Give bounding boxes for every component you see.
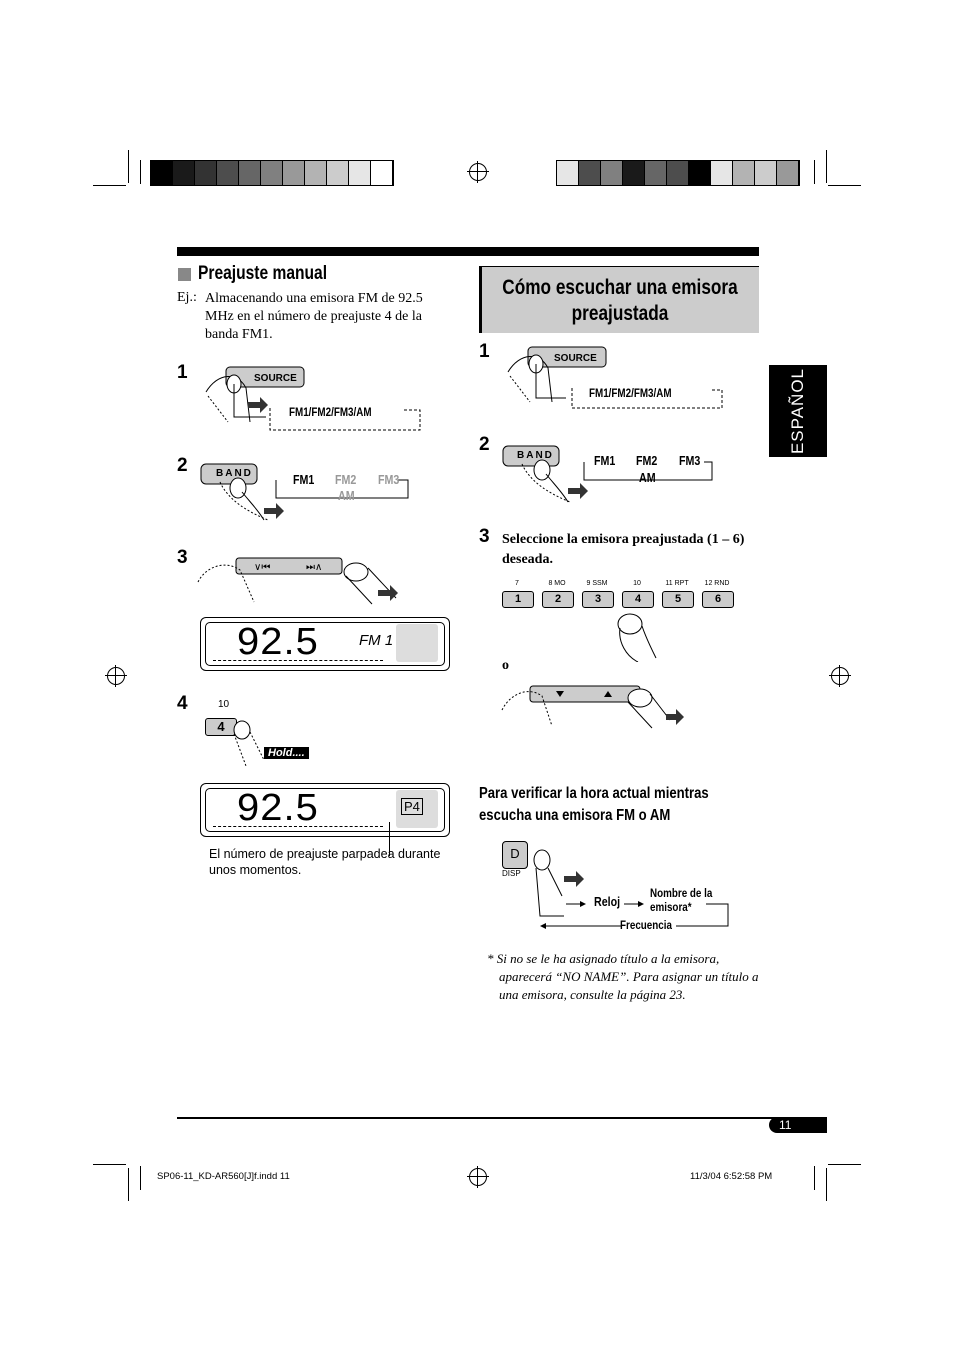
preset-caption: El número de preajuste parpadea durante unos momentos. <box>209 847 441 877</box>
section-title: Cómo escuchar una emisora preajustada <box>502 276 738 325</box>
step-number: 2 <box>479 434 490 455</box>
color-swatch <box>667 161 689 185</box>
band-fm3: FM3 <box>679 453 701 468</box>
crop-mark <box>128 1168 129 1201</box>
preset-key-4[interactable]: 4 <box>622 591 654 608</box>
color-swatch <box>711 161 733 185</box>
preset-key-top-label: 11 RPT <box>665 580 689 587</box>
crop-mark <box>828 1164 861 1165</box>
preset-key-top-label: 10 <box>218 699 230 710</box>
color-swatch <box>305 161 327 185</box>
section-heading: Preajuste manual <box>198 263 328 284</box>
lcd-display <box>200 617 450 671</box>
preset-key-top-label: 7 <box>515 580 519 587</box>
registration-mark-bottom <box>469 1168 487 1186</box>
preset-key-4[interactable]: 4 <box>205 718 237 736</box>
step-number: 2 <box>177 455 188 476</box>
or-text: o <box>502 658 509 673</box>
color-swatch <box>755 161 777 185</box>
hold-badge: Hold.... <box>264 747 309 759</box>
color-swatch <box>645 161 667 185</box>
clock-subheading: Para verificar la hora actual mientras escucha una emisora FM o AM <box>479 785 709 824</box>
source-button-label: SOURCE <box>554 353 597 364</box>
crop-mark <box>826 1168 827 1201</box>
heading-square-icon <box>178 268 191 281</box>
disp-label: DISP <box>502 869 521 878</box>
color-swatch <box>349 161 371 185</box>
svg-text:⏭∧: ⏭∧ <box>306 562 323 573</box>
color-swatch <box>601 161 623 185</box>
color-swatch <box>579 161 601 185</box>
band-fm1: FM1 <box>594 453 616 468</box>
preset-key-2[interactable]: 2 <box>542 591 574 608</box>
color-swatch <box>283 161 305 185</box>
disp-button[interactable] <box>502 841 528 869</box>
preset-key-3[interactable]: 3 <box>582 591 614 608</box>
color-bar-left <box>150 160 394 186</box>
bottom-rule <box>177 1117 827 1119</box>
preset-key-top-label: 10 <box>633 580 641 587</box>
example-text: Almacenando una emisora FM de 92.5 MHz en el número de preajuste 4 de la banda FM1. <box>205 291 423 342</box>
crop-mark <box>140 160 141 184</box>
source-button-label: SOURCE <box>254 373 297 384</box>
band-am: AM <box>639 470 656 485</box>
crop-mark <box>93 1164 126 1165</box>
crop-mark <box>814 160 815 184</box>
band-button-label: BAND <box>216 468 253 479</box>
crop-mark <box>828 185 861 186</box>
footnote: * Si no se le ha asignado título a la emisora, aparecerá “NO NAME”. Para asignar un título a una emisora, consulte la página 23. <box>487 951 759 1002</box>
source-press-illustration <box>198 362 428 436</box>
color-swatch <box>327 161 349 185</box>
color-swatch <box>733 161 755 185</box>
color-swatch <box>195 161 217 185</box>
band-fm2: FM2 <box>335 472 357 487</box>
display-frequency: 92.5 <box>237 621 319 663</box>
band-am: AM <box>338 488 355 503</box>
station-name-label: Nombre de la emisora* <box>650 886 713 914</box>
color-swatch <box>557 161 579 185</box>
svg-text:∨⏮: ∨⏮ <box>254 562 271 573</box>
band-button-label: BAND <box>517 450 554 461</box>
color-swatch <box>173 161 195 185</box>
step3-instruction: Seleccione la emisora preajustada (1 – 6) deseada. <box>502 532 745 567</box>
up-down-buttons-illustration <box>500 680 690 730</box>
display-band: FM 1 <box>359 632 394 649</box>
crop-mark <box>140 1166 141 1190</box>
registration-mark-left <box>107 667 125 685</box>
color-swatch <box>689 161 711 185</box>
source-press-illustration <box>500 342 730 414</box>
preset-key-6[interactable]: 6 <box>702 591 734 608</box>
crop-mark <box>814 1166 815 1190</box>
preset-key-top-label: 12 RND <box>704 580 730 587</box>
band-sequence: FM1/FM2/FM3/AM <box>289 405 372 419</box>
lcd-display-preset <box>200 783 450 837</box>
color-swatch <box>623 161 645 185</box>
frequency-label: Frecuencia <box>620 918 672 932</box>
step-number: 1 <box>479 341 490 362</box>
example-label: Ej.: <box>177 290 197 305</box>
clock-label: Reloj <box>594 894 621 909</box>
preset-key-1[interactable]: 1 <box>502 591 534 608</box>
band-sequence: FM1/FM2/FM3/AM <box>589 386 672 400</box>
footer-timestamp: 11/3/04 6:52:58 PM <box>690 1171 773 1182</box>
disp-key-letter: D <box>510 846 520 861</box>
band-fm2: FM2 <box>636 453 658 468</box>
display-frequency: 92.5 <box>237 787 319 829</box>
title-box <box>479 266 759 333</box>
language-tab <box>769 365 827 457</box>
color-swatch <box>371 161 393 185</box>
color-swatch <box>777 161 799 185</box>
preset-key-top-label: 9 SSM <box>586 580 608 587</box>
finger-icon <box>608 606 658 662</box>
step-number: 1 <box>177 362 188 383</box>
crop-mark <box>826 150 827 183</box>
crop-mark <box>93 185 126 186</box>
color-swatch <box>239 161 261 185</box>
page-number: 11 <box>779 1118 792 1132</box>
color-swatch <box>151 161 173 185</box>
language-tab-label: ESPAÑOL <box>788 367 807 455</box>
page-number-tab <box>769 1117 827 1133</box>
step-number: 3 <box>177 547 188 568</box>
color-swatch <box>217 161 239 185</box>
color-bar-right <box>556 160 800 186</box>
preset-key-top-label: 8 MO <box>548 580 566 587</box>
display-preset-number: P4 <box>401 798 423 815</box>
hold-press-illustration <box>220 720 300 766</box>
tuning-buttons-illustration <box>196 552 406 606</box>
color-swatch <box>261 161 283 185</box>
footer-filename: SP06-11_KD-AR560[J]f.indd 11 <box>157 1171 290 1182</box>
registration-mark-top <box>469 163 487 181</box>
band-fm3: FM3 <box>378 472 400 487</box>
step-number: 4 <box>177 693 188 714</box>
preset-key-5[interactable]: 5 <box>662 591 694 608</box>
step-number: 3 <box>479 526 490 547</box>
registration-mark-right <box>831 667 849 685</box>
crop-mark <box>128 150 129 183</box>
top-rule <box>177 247 759 256</box>
band-fm1: FM1 <box>293 472 315 487</box>
